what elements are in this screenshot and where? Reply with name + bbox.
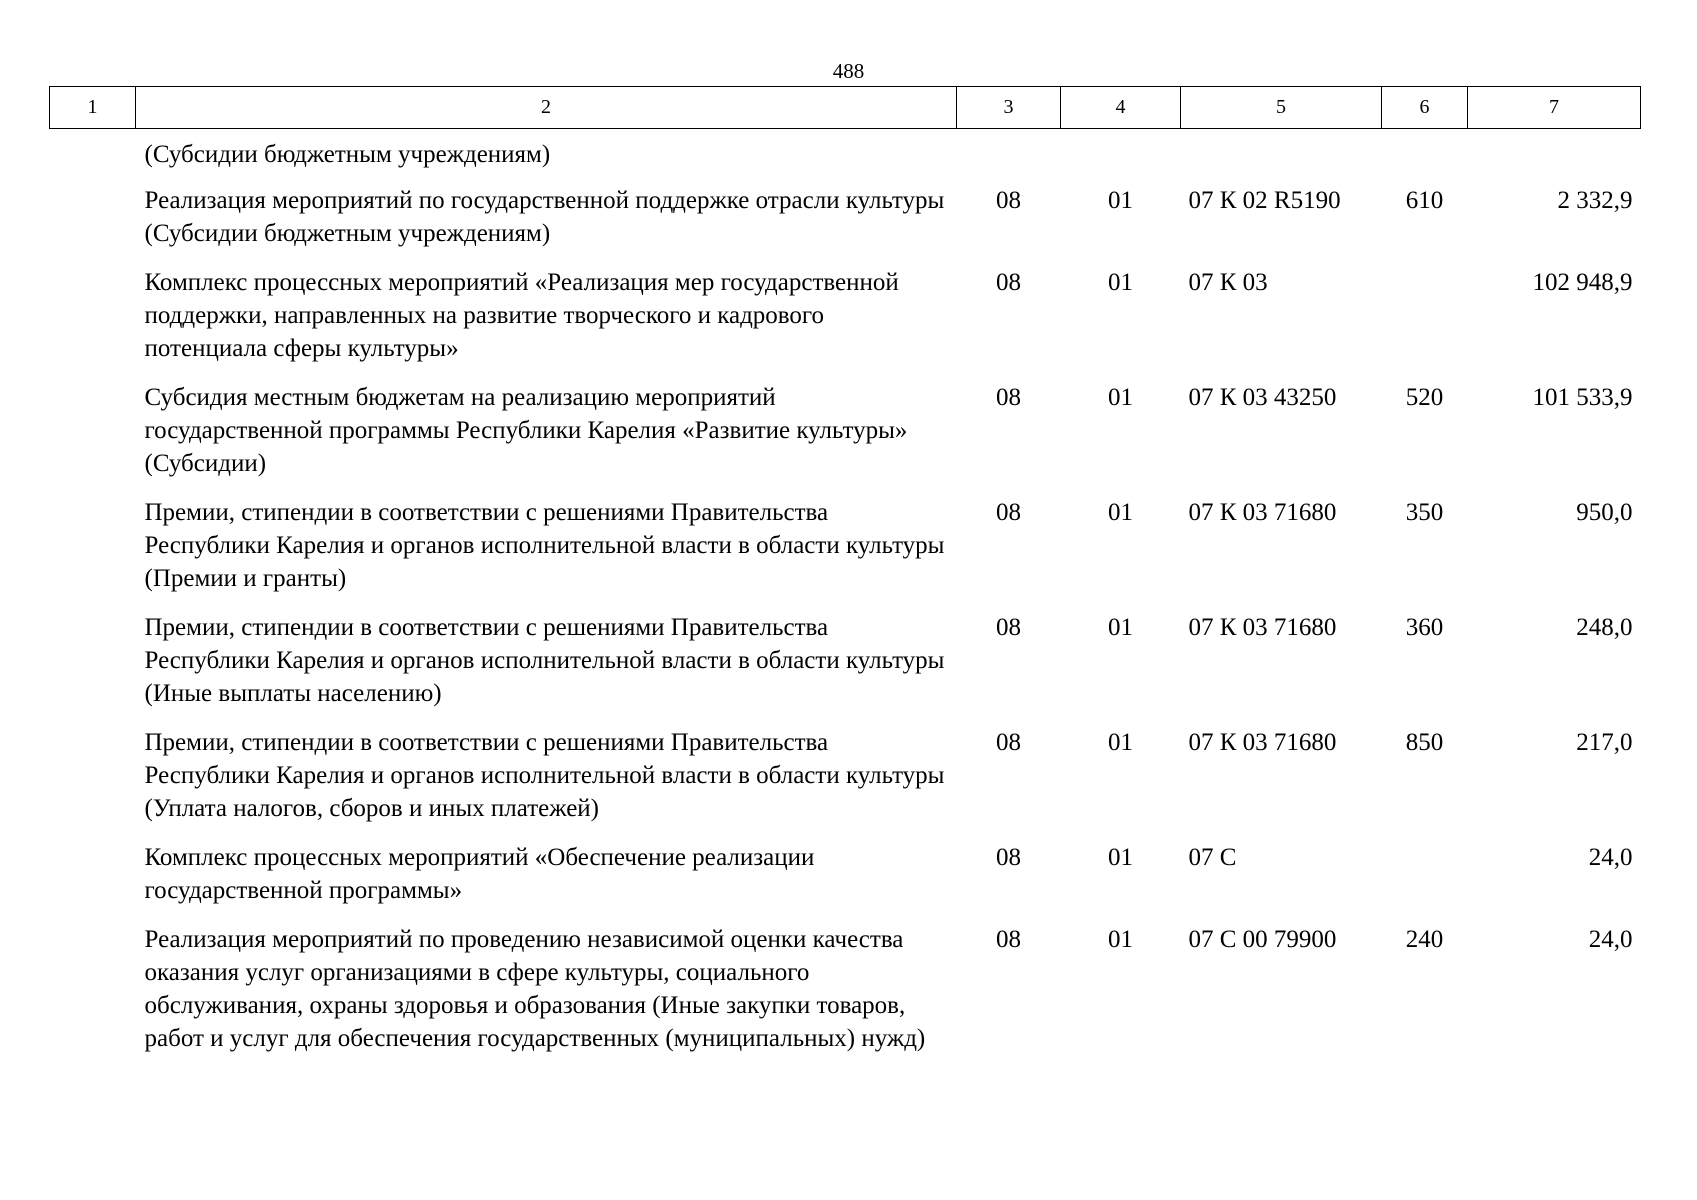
row-subsection: 01 <box>1108 926 1133 953</box>
row-section: 08 <box>996 384 1021 411</box>
row-section: 08 <box>996 844 1021 871</box>
row-amount: 217,0 <box>1576 729 1633 756</box>
row-name: (Субсидии бюджетным учреждениям) <box>144 141 551 168</box>
page-number: 488 <box>832 59 865 83</box>
row-section: 08 <box>996 269 1021 296</box>
header-col-5: 5 <box>1181 87 1382 129</box>
table-body <box>50 129 1641 1072</box>
row-target-code: 07 К 03 <box>1188 269 1268 296</box>
row-target-code: 07 К 03 71680 <box>1188 614 1337 641</box>
row-name: Премии, стипендии в соответствии с решениями Правительства Республики Карелия и органов исполнительной власти в области культуры (Премии и гранты) <box>144 499 945 592</box>
row-subsection: 01 <box>1108 499 1133 526</box>
table-header <box>50 87 1641 129</box>
row-name: Премии, стипендии в соответствии с решениями Правительства Республики Карелия и органов исполнительной власти в области культуры (Иные выплаты населению) <box>144 614 945 707</box>
header-col-3: 3 <box>957 87 1061 129</box>
row-subsection: 01 <box>1108 844 1133 871</box>
row-col-1 <box>50 611 136 726</box>
row-amount: 24,0 <box>1588 844 1633 871</box>
row-subsection: 01 <box>1108 384 1133 411</box>
table-row <box>50 266 1641 381</box>
row-expense-type: 360 <box>1405 614 1444 641</box>
row-target-code: 07 С <box>1188 844 1237 871</box>
row-expense-type: 520 <box>1405 384 1444 411</box>
table-row <box>50 923 1641 1071</box>
header-row <box>50 87 1641 129</box>
row-col-1 <box>50 129 136 185</box>
row-section: 08 <box>996 729 1021 756</box>
table-row <box>50 184 1641 266</box>
row-name: Реализация мероприятий по государственной поддержке отрасли культуры (Субсидии бюджетным учреждениям) <box>144 187 945 247</box>
row-name: Комплекс процессных мероприятий «Реализация мер государственной поддержки, направленных на развитие творческого и кадрового потенциала сферы культуры» <box>144 269 899 362</box>
row-col-1 <box>50 184 136 266</box>
row-amount: 102 948,9 <box>1532 269 1633 296</box>
row-subsection: 01 <box>1108 614 1133 641</box>
row-section <box>957 129 1061 185</box>
row-subsection: 01 <box>1108 729 1133 756</box>
row-section: 08 <box>996 614 1021 641</box>
row-target-code: 07 С 00 79900 <box>1188 926 1337 953</box>
row-target-code: 07 К 03 71680 <box>1188 729 1337 756</box>
row-expense-type: 610 <box>1405 187 1444 214</box>
row-col-1 <box>50 841 136 923</box>
row-subsection: 01 <box>1108 187 1133 214</box>
row-expense-type <box>1382 129 1468 185</box>
row-target-code: 07 К 02 R5190 <box>1188 187 1341 214</box>
row-name: Премии, стипендии в соответствии с решениями Правительства Республики Карелия и органов исполнительной власти в области культуры (Уплата налогов, сборов и иных платежей) <box>144 729 945 822</box>
row-subsection: 01 <box>1108 269 1133 296</box>
row-expense-type: 850 <box>1405 729 1444 756</box>
row-section: 08 <box>996 499 1021 526</box>
table-row <box>50 841 1641 923</box>
table-row <box>50 496 1641 611</box>
row-expense-type: 350 <box>1405 499 1444 526</box>
row-col-1 <box>50 381 136 496</box>
row-expense-type: 240 <box>1405 926 1444 953</box>
row-col-1 <box>50 726 136 841</box>
row-target-code: 07 К 03 43250 <box>1188 384 1337 411</box>
table-row <box>50 129 1641 185</box>
row-target-code <box>1181 129 1382 185</box>
row-amount: 24,0 <box>1588 926 1633 953</box>
row-col-1 <box>50 496 136 611</box>
row-section: 08 <box>996 926 1021 953</box>
row-target-code: 07 К 03 71680 <box>1188 499 1337 526</box>
row-expense-type <box>1382 266 1468 381</box>
table-row <box>50 381 1641 496</box>
header-col-4: 4 <box>1061 87 1181 129</box>
row-name: Комплекс процессных мероприятий «Обеспечение реализации государственной программы» <box>144 844 815 904</box>
header-col-2: 2 <box>136 87 957 129</box>
table-row <box>50 611 1641 726</box>
row-expense-type <box>1382 841 1468 923</box>
header-col-1: 1 <box>50 87 136 129</box>
header-col-7: 7 <box>1468 87 1641 129</box>
row-col-1 <box>50 266 136 381</box>
row-amount <box>1468 129 1641 185</box>
row-subsection <box>1061 129 1181 185</box>
row-name: Реализация мероприятий по проведению независимой оценки качества оказания услуг организациями в сфере культуры, социального обслуживания, охраны здоровья и образования (Иные закупки товаров, работ и услуг для обеспечения государственных (муниципальных) нужд) <box>144 926 926 1052</box>
header-col-6: 6 <box>1382 87 1468 129</box>
row-amount: 248,0 <box>1576 614 1633 641</box>
row-amount: 950,0 <box>1576 499 1633 526</box>
row-col-1 <box>50 923 136 1071</box>
row-name: Субсидия местным бюджетам на реализацию мероприятий государственной программы Республики Карелия «Развитие культуры» (Субсидии) <box>144 384 908 477</box>
row-amount: 101 533,9 <box>1532 384 1633 411</box>
table-row <box>50 726 1641 841</box>
row-section: 08 <box>996 187 1021 214</box>
budget-table <box>49 86 1641 1071</box>
row-amount: 2 332,9 <box>1557 187 1633 214</box>
